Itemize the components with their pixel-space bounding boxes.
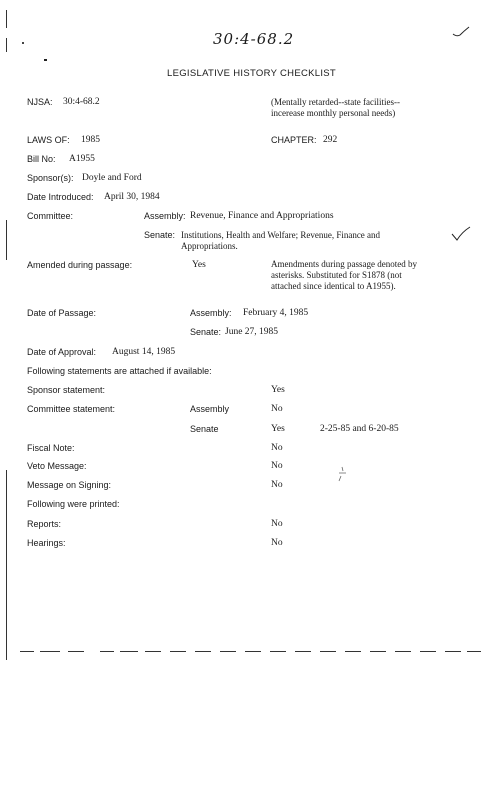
- date-introduced-value: April 30, 1984: [104, 192, 160, 202]
- dashed-divider: [68, 651, 84, 652]
- handwritten-file-number: 30:4-68.2: [213, 30, 295, 48]
- dashed-divider: [270, 651, 286, 652]
- date-of-approval-label: Date of Approval:: [27, 347, 97, 357]
- veto-message-label: Veto Message:: [27, 461, 87, 471]
- reports-label: Reports:: [27, 519, 62, 529]
- hearings-label: Hearings:: [27, 538, 66, 548]
- committee-assembly-value: Revenue, Finance and Appropriations: [190, 211, 334, 221]
- veto-message-value: No: [271, 461, 283, 471]
- reports-value: No: [271, 519, 283, 529]
- sponsors-label: Sponsor(s):: [27, 173, 74, 183]
- dashed-divider: [170, 651, 186, 652]
- dashed-divider: [467, 651, 481, 652]
- message-on-signing-value: No: [271, 480, 283, 490]
- check-mark-icon: [451, 226, 471, 242]
- hearings-value: No: [271, 538, 283, 548]
- dashed-divider: [195, 651, 211, 652]
- pencil-mark-icon: [337, 466, 349, 482]
- dashed-divider: [245, 651, 261, 652]
- fiscal-note-label: Fiscal Note:: [27, 443, 75, 453]
- act-description: (Mentally retarded--state facilities--incerease monthly personal needs): [271, 97, 400, 118]
- dashed-divider: [40, 651, 60, 652]
- committee-statement-senate-label: Senate: [190, 424, 219, 434]
- margin-line: [6, 470, 7, 660]
- statements-heading: Following statements are attached if available:: [27, 366, 212, 376]
- date-of-passage-label: Date of Passage:: [27, 308, 97, 318]
- committee-senate-value: Institutions, Health and Welfare; Revenue, Finance and Appropriations.: [181, 230, 381, 251]
- margin-line: [6, 38, 7, 52]
- dashed-divider: [320, 651, 336, 652]
- committee-statement-assembly-value: No: [271, 404, 283, 414]
- chapter-value: 292: [323, 135, 338, 145]
- date-introduced-label: Date Introduced:: [27, 192, 94, 202]
- dashed-divider: [295, 651, 311, 652]
- amended-value: Yes: [192, 260, 206, 270]
- dashed-divider: [20, 651, 34, 652]
- sponsor-statement-value: Yes: [271, 385, 285, 395]
- dashed-divider: [345, 651, 361, 652]
- check-mark-icon: [452, 26, 470, 38]
- bill-no-label: Bill No:: [27, 154, 56, 164]
- margin-line: [6, 10, 7, 28]
- scan-speck: [22, 42, 24, 44]
- laws-of-label: LAWS OF:: [27, 135, 70, 145]
- fiscal-note-value: No: [271, 443, 283, 453]
- njsa-value: 30:4-68.2: [63, 97, 100, 107]
- message-on-signing-label: Message on Signing:: [27, 480, 112, 490]
- passage-senate-value: June 27, 1985: [225, 327, 279, 337]
- sponsor-statement-label: Sponsor statement:: [27, 385, 106, 395]
- margin-line: [6, 220, 7, 260]
- dashed-divider: [120, 651, 138, 652]
- committee-assembly-label: Assembly:: [144, 211, 186, 221]
- passage-assembly-label: Assembly:: [190, 308, 232, 318]
- dashed-divider: [145, 651, 161, 652]
- committee-statement-senate-value: Yes: [271, 424, 285, 434]
- amended-note: Amendments during passage denoted by asterisks. Substituted for S1878 (not attached since identical to A1955).: [271, 259, 417, 291]
- date-of-approval-value: August 14, 1985: [112, 347, 176, 357]
- passage-assembly-value: February 4, 1985: [243, 308, 309, 318]
- chapter-label: CHAPTER:: [271, 135, 317, 145]
- dashed-divider: [395, 651, 411, 652]
- dashed-divider: [220, 651, 236, 652]
- committee-statement-label: Committee statement:: [27, 404, 116, 414]
- scan-speck: [44, 59, 47, 61]
- committee-senate-label: Senate:: [144, 230, 176, 240]
- bill-no-value: A1955: [69, 154, 95, 164]
- njsa-label: NJSA:: [27, 97, 53, 107]
- sponsors-value: Doyle and Ford: [82, 173, 142, 183]
- committee-label: Committee:: [27, 211, 74, 221]
- passage-senate-label: Senate:: [190, 327, 222, 337]
- amended-label: Amended during passage:: [27, 260, 133, 270]
- dashed-divider: [100, 651, 114, 652]
- committee-statement-senate-dates: 2-25-85 and 6-20-85: [320, 424, 399, 434]
- dashed-divider: [445, 651, 461, 652]
- dashed-divider: [420, 651, 436, 652]
- laws-of-value: 1985: [81, 135, 100, 145]
- dashed-divider: [370, 651, 386, 652]
- committee-statement-assembly-label: Assembly: [190, 404, 230, 414]
- page-title: LEGISLATIVE HISTORY CHECKLIST: [167, 68, 337, 79]
- printed-heading: Following were printed:: [27, 499, 120, 509]
